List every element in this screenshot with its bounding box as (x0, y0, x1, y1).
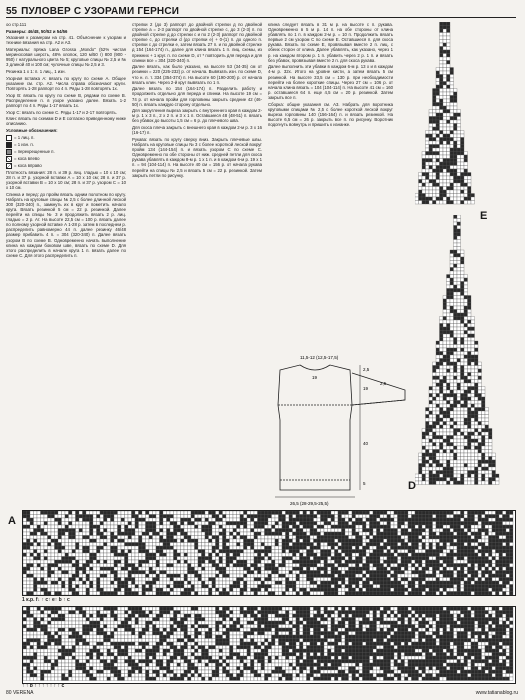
pattern-title: ПУЛОВЕР С УЗОРАМИ ГЕРНСИ (21, 6, 180, 17)
materials-text: Материалы: пряжа Lana Grossa „Mondo" (52% чистая мериносовая шерсть, 48% хлопок, 120 м/50 г) 800 (900 - 950) г натурального цвета № 5; круговые спицы № 2,5 и № 3 длиной 40 и 100 см; чулочные спицы № 2,5 и 3. (6, 47, 126, 68)
schematic-label-hem: 5 (363, 481, 366, 486)
twisted-symbol-icon (6, 149, 12, 155)
paragraph: Для закругления выреза закрыть с внутреннего края в каждом 2-м р. 1 х 3 п., 2 х 2 п. и 3 х 1 п. Оставшиеся 48 (48-51) п. вязать без убавок до высоты 1,5 см = 6 р. до плечевого шва. (132, 108, 262, 124)
instructions-column-1 (6, 22, 126, 512)
schematic-label-side1: 2,5 (363, 367, 370, 372)
chart-a-label: A (8, 515, 16, 527)
chart-e (415, 22, 477, 207)
knit-symbol-icon (6, 135, 12, 141)
paragraph: Рукава: вязать по кругу сверху вниз. Закрыть плечевые швы. Набрать на круговые спицы № 3 с более короткой леской вокруг пройм 134 (144-154) п. и вязать узором С по схеме С. Одновременно по обе стороны от ниж. средней петли для скоса рукава убавлять в каждом 8-м р. 1 х 1 п. и в каждом 6-м р. 19 х 1 п. = 94 (104-114) п. На высоте 40 см = 156 р. от начала рукава перейти на спицы № 2,5 и вязать 5 см = 22 р. резинкой. Затем закрыть петли по рисунку. (132, 136, 262, 178)
page-header (6, 3, 516, 18)
paragraph: Для скоса плеча закрыть с внешнего края в каждом 2-м р. 3 х 16 (16-17) п. (132, 125, 262, 136)
pattern-b-text: Узор B: вязать по кругу по схеме В, рядами по схеме В. Распределение п. в узоре указано далее. Вязать 1-2 раппорт по 4 п. Ряды 1-17 вязать 1х. (6, 92, 126, 108)
legend-item: = 1 лиц. п. (6, 135, 126, 141)
chart-a-grid (23, 511, 515, 595)
paragraph: клина следует вязать в 31 м р. на высоте с п. рукава. Одновременно в 5 м р. 14 п. на обе стороны от клина убавлять по 1 п. в каждом 2-м р. = 10 п. Продолжить вязать первые 2 см узором С по схеме Е. Оставшиеся п. для скоса рукава. Вязать по схеме Е, провязывая вместе 2 п. лиц. с обеих сторон от клина. Далее убавлять, как указано, через 1 р. на каждом втором р. 1 п. убавить через 2 р. 1 п. и вязать без убавок, провязывая вместе 2 п. для скоса рукава. (268, 22, 393, 63)
paragraph: Далее вязать, как было указано, на высоте 53 (34-35) см от резинки = 220 (226-232) р. от начала. Вывязать изн. по схеме D, что н. л. т. 334 (354-374) п. На высоте 60 (190-200) р. от начала вязать клин. Через 2-й круг вывязать по 1 п. (132, 64, 262, 85)
chart-b-grid (23, 607, 515, 683)
legend-item: = коса влево (6, 156, 126, 162)
body-outline (278, 365, 352, 490)
instructions-column-3 (268, 22, 393, 252)
garment-schematic (270, 345, 420, 510)
schematic-label-sleeve: 2,5 (380, 381, 387, 386)
intro-text: Указания к размерам на стр. 41. Объяснение к узорам и технике вязания на стр. А2 и А3. (6, 35, 126, 46)
watermark-url: www.tatianablog.ru (475, 690, 518, 696)
chart-a-markers: 1 к.р. f↓ ↑ с↑ e↑ b ↑ c (22, 597, 70, 603)
chart-a (22, 510, 516, 596)
cable-left-icon (6, 156, 12, 162)
cross-text: Клин: вязать по схемам D и Е согласно приведенному ниже описанию. (6, 116, 126, 127)
legend-item: = коса вправо (6, 163, 126, 169)
legend-title: Условные обозначения: (6, 128, 58, 134)
legend-item: = перекрещенные п. (6, 149, 126, 155)
paragraph: Далее выполнить эти убавки в каждом 6-м р. 13 х и в каждом 4-м р. 32х. Итого на уровне кисти, а затем вязать 5 см резинкой. На высоте 33,5 см = 130 р. при необходимости перейти на более короткие спицы. Через 27 см = 106 р. от начала клина вязать = 104 (104-114) п. На высоте 41 см = 160 р. оставшиеся 64 п. еще 4,5 см = 20 р. резинкой. Затем закрыть все п. (268, 64, 393, 100)
schematic-label-neck: 19 (312, 375, 318, 380)
gauge-text: Плотность вязания: 28 п. и 39 р. лиц. гладью = 10 х 10 см; 28 п. и 37 р. узорной вставки А = 10 х 10 см; 28 п. и 37 р. узорной вставки В = 10 х 10 см; 28 п. и 37 р. узором С = 10 х 10 см. (6, 169, 126, 190)
page-footer (6, 690, 518, 696)
chart-b (22, 606, 516, 684)
schematic-label-top: 11,5-12 (12,5-17,5) (300, 355, 339, 360)
ribbing-text: Резинка 1 х 1: п. 1 лиц., 1 изн. (6, 69, 66, 75)
paragraph: стрелки 2 (до 3) раппорт до двойной стрелки д по двойной стрелке а = 2-3 раппорт по двойной стрелке с, до 3 (2-3) п. по двойной стрелке д до стрелки с и по 2 (2-3) раппорт по двойной стрелке с, до стрелки d (до стрелки е) + 0-(1) п. до одного п. стрелки с до стрелки е, затем вязать 27 п. и по двойной стрелке д 154 (164-174) п., далее для клина вязать 1 п. лиц. схемы, из прежних + 1 круг. п. по схеме D, от * повторить для переда и для спинки все = 304 (320-340) п. (132, 22, 262, 63)
sizes-text: Размеры: 46/48, 50/52 и 54/56 (6, 28, 68, 34)
cable-right-icon (6, 163, 12, 169)
legend-item: = 1 изн. п. (6, 142, 126, 148)
schematic-drawing (270, 345, 420, 510)
instructions-column-2 (132, 22, 262, 322)
legend (6, 135, 126, 169)
schematic-label-side2: 19 (363, 386, 369, 391)
chart-d-label: D (408, 480, 416, 492)
body-text: Спинка и перед: до пройм вязать одним полотном по кругу. Набрать на круговые спицы № 2,5 с более длинной леской 300 (320-340) п., замкнуть их в круг и пометить начало круга. Вязать резинкой 5 см = 22 р. резинкой. Далее перейти на спицы № 3 и продолжить вязать 2 р. лиц. гладью = 2 р. Ат. На высоте 22,5 см = 100 р. вязать далее по полному узорной вставке А 1-28 р. затем в последнем р. распределить равномерно 44 п. далее резинку 46/48 размер прибавить 4 п. = 304 (320-340) п. Далее вязать узором В по схеме В. Одновременно начать выполнение клина на каждом боковом шве, вязать по схеме D. Для этого распределить в начале круга 1 п. вязать далее по схеме С. Для этого распределить п. (6, 191, 126, 258)
pattern-c-text: Узор C: вязать по схеме С. Ряды 1-17 и 2-17 повторять. (6, 109, 117, 115)
chart-d (415, 215, 500, 485)
page-reference: оо стр.111 (6, 22, 27, 27)
pattern-number: 55 (6, 6, 18, 17)
purl-symbol-icon (6, 142, 12, 148)
chart-e-label: E (480, 210, 488, 222)
assembly-text: Сборка: общие указания см. А3. Набрать для воротника круговыми спицами № 2,5 с более короткой леской вокруг выреза горловины 140 (156-164) п. и вязать резинкой. На высоте 6,5 см = 26 р. закрыть все п. по рисунку. Воротник подогнуть вовнутрь и пришить к изнанке. (268, 101, 393, 127)
chart-d-grid (415, 215, 500, 485)
chart-e-grid (415, 22, 477, 207)
chart-b-markers: ↑ ↑ b ↑ ↑ ↑ ↑ ↑ ↑ ↑ c (22, 683, 65, 689)
schematic-label-side3: 40 (363, 441, 369, 446)
schematic-label-bottom: 26,5 (28-29,5-25,5) (290, 501, 329, 506)
guernsey-text: Узорная вставка A: вязать по кругу по схеме А. Общее указание см. стр. А2. Числа справа обозначают круги. Повторять 1-28 раппорт по 4 п. Ряды 1-28 повторять 1х. (6, 75, 126, 91)
paragraph: Далее вязать по 154 (164-174) п. Разделить работу и продолжить отдельно для переда и спинки. На высоте 19 см = 74 р. от начала пройм для горловины закрыть средние 42 (46-50) п. вязать каждую сторону отдельно. (132, 86, 262, 107)
page-number: 80 VERENA (6, 690, 34, 696)
